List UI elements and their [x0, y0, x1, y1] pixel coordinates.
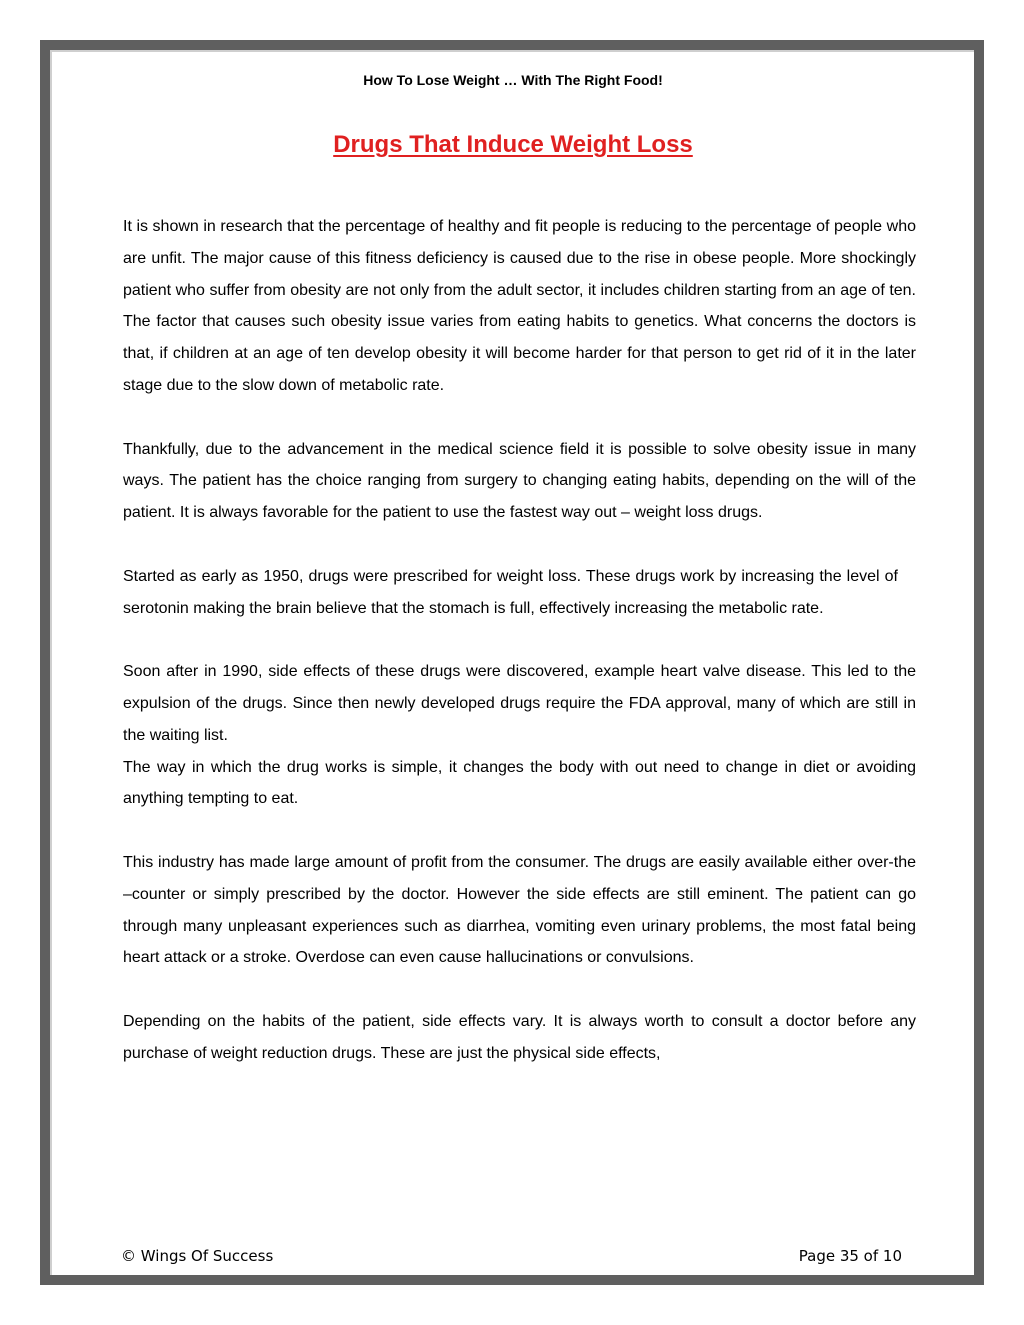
paragraph-7: Depending on the habits of the patient, side effects vary. It is always worth to consult a doctor before any purchase of weight reduction drugs. These are just the physical side effects, [123, 1012, 916, 1062]
running-header: How To Lose Weight … With The Right Food! [363, 72, 663, 88]
paragraph-5: The way in which the drug works is simple, it changes the body with out need to change in diet or avoiding anything tempting to eat. [123, 758, 916, 808]
page-footer [121, 1247, 902, 1265]
paragraph-1: It is shown in research that the percentage of healthy and fit people is reducing to the percentage of people who are unfit. The major cause of this fitness deficiency is caused due to the rise in obese people. More shockingly patient who suffer from obesity are not only from the adult sector, it includes children starting from an age of ten. The factor that causes such obesity issue varies from eating habits to genetics. What concerns the doctors is that, if children at an age of ten develop obesity it will become harder for that person to get rid of it in the later stage due to the slow down of metabolic rate. [123, 218, 916, 394]
page-content [50, 50, 974, 1275]
paragraph-6: This industry has made large amount of profit from the consumer. The drugs are easily available either over-the –counter or simply prescribed by the doctor. However the side effects are still eminent. The patient can go through many unpleasant experiences such as diarrhea, vomiting even urinary problems, the most fatal being heart attack or a stroke. Overdose can even cause hallucinations or convulsions. [123, 853, 916, 967]
paragraph-2: Thankfully, due to the advancement in the medical science field it is possible to solve obesity issue in many ways. The patient has the choice ranging from surgery to changing eating habits, depending on the will of the patient. It is always favorable for the patient to use the fastest way out – weight loss drugs. [123, 440, 916, 522]
paragraph-4: Soon after in 1990, side effects of these drugs were discovered, example heart valve disease. This led to the expulsion of the drugs. Since then newly developed drugs require the FDA approval, many of which are still in the waiting list. [123, 663, 916, 744]
paragraph-3: Started as early as 1950, drugs were prescribed for weight loss. These drugs work by increasing the level of serotonin making the brain believe that the stomach is full, effectively increasing the metabolic rate. [123, 567, 898, 617]
page-frame [40, 40, 984, 1285]
page-title: Drugs That Induce Weight Loss [333, 131, 693, 158]
copyright-text: © Wings Of Success [121, 1247, 274, 1265]
page-number: Page 35 of 10 [798, 1247, 902, 1265]
body-text [123, 211, 916, 1101]
